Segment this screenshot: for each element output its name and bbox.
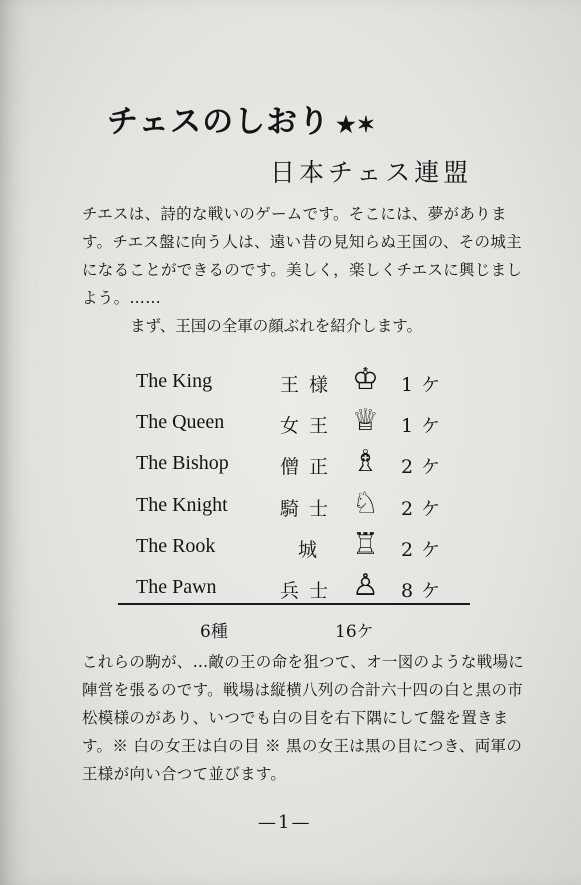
piece-japanese-name: 兵士 <box>280 580 339 602</box>
table-divider <box>118 603 470 605</box>
piece-japanese-name: 城 <box>298 538 328 561</box>
total-kinds: 6種 <box>200 622 228 642</box>
page-title: チェスのしおり ★✶ <box>107 104 377 140</box>
total-count: 16ケ <box>335 622 374 642</box>
organization-name: 日本チェス連盟 <box>270 158 473 187</box>
piece-name: The Knight <box>136 493 228 516</box>
queen-icon: ♕ <box>352 403 379 439</box>
piece-row <box>0 568 581 608</box>
piece-row <box>0 444 581 484</box>
piece-row <box>0 527 581 567</box>
piece-count: 2ケ <box>401 497 449 520</box>
page-number: —1— <box>258 812 312 833</box>
piece-name: The Pawn <box>136 576 217 598</box>
piece-row <box>0 486 581 526</box>
title-stars-icon: ★✶ <box>336 112 377 138</box>
piece-count: 2ケ <box>401 456 449 479</box>
piece-name: The Rook <box>136 534 216 557</box>
piece-count: 1ケ <box>401 374 449 396</box>
king-icon: ♔ <box>352 362 379 397</box>
piece-name: The Queen <box>136 411 225 434</box>
piece-count: 2ケ <box>401 538 449 561</box>
intro-line: まず、王国の全軍の顔ぶれを紹介します。 <box>130 317 423 335</box>
piece-japanese-name: 王様 <box>280 374 339 396</box>
piece-japanese-name: 僧正 <box>280 456 339 479</box>
piece-name: The Bishop <box>136 452 229 475</box>
rook-icon: ♖ <box>352 526 379 562</box>
piece-japanese-name: 騎士 <box>280 497 339 520</box>
body-paragraph: これらの駒が、…敵の王の命を狙つて、オ一図のような戦場に陣営を張るのです。戦場は縦横八列の合計六十四の白と黒の市松模様のがあり、いつでも白の目を右下隅にして盤を置きます。※ 白の女王は白の目 ※ 黒の女王は黒の目につき、両軍の王様が向い合つて並びます。 <box>82 653 525 783</box>
piece-row <box>0 362 581 402</box>
knight-icon: ♘ <box>352 485 379 521</box>
intro-paragraph: チエスは、詩的な戦いのゲームです。そこには、夢があります。チエス盤に向う人は、遠い昔の見知らぬ王国の、その城主になることができるのです。美しく，楽しくチエスに興じましよう。…… <box>82 205 523 307</box>
pawn-icon: ♙ <box>352 568 379 603</box>
piece-japanese-name: 女王 <box>280 415 339 438</box>
piece-count: 1ケ <box>401 415 449 438</box>
piece-name: The King <box>136 370 213 392</box>
piece-row <box>0 403 581 443</box>
bishop-icon: ♗ <box>352 444 379 480</box>
piece-count: 8ケ <box>401 580 449 602</box>
